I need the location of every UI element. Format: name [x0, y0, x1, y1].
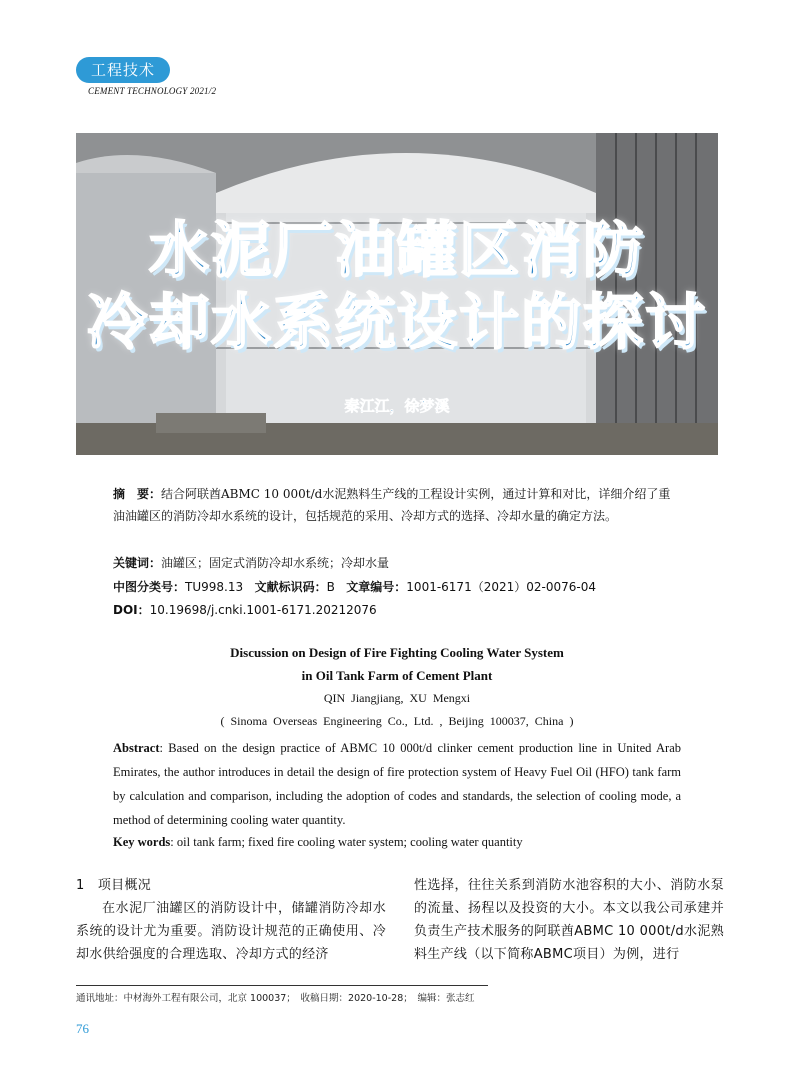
- hero-authors: 秦江江，徐梦溪: [344, 397, 450, 415]
- english-abstract-label: Abstract: [113, 741, 160, 755]
- body-paragraph-left: 在水泥厂油罐区的消防设计中，储罐消防冷却水系统的设计尤为重要。消防设计规范的正确使用、冷却水供给强度的合理选取、冷却方式的经济: [76, 901, 386, 962]
- keywords-cn: [113, 552, 713, 574]
- english-affiliation: ( Sinoma Overseas Engineering Co., Ltd. , Beijing 100037, China ): [220, 714, 574, 728]
- journal-header: CEMENT TECHNOLOGY 2021/2: [88, 86, 217, 96]
- body-right-column: [414, 874, 724, 966]
- english-abstract: [113, 736, 681, 832]
- footnote: 通讯地址：中材海外工程有限公司，北京 100037； 收稿日期：2020-10-28； 编辑：张志红: [76, 993, 475, 1004]
- keywords-label: 关键词：: [113, 556, 162, 570]
- clc-label: 中图分类号：: [113, 580, 186, 594]
- english-authors: QIN Jiangjiang, XU Mengxi: [323, 691, 471, 705]
- english-title-line1: Discussion on Design of Fire Fighting Cooling Water System: [230, 645, 564, 660]
- page-number: 76: [76, 1021, 89, 1036]
- english-abstract-text: : Based on the design practice of ABMC 10 000t/d clinker cement production line in United Arab Emirates, the author introduces in detail the design of fire protection system of Heavy Fuel Oil (HFO) tank farm by calculation and comparison, including the adoption of codes and standards, the selection of cooling mode, a method of determining cooling water quantity.: [113, 741, 681, 827]
- footnote-divider: [76, 985, 488, 986]
- hero-image: [76, 133, 718, 455]
- doc-code-value: B: [326, 580, 335, 594]
- body-paragraph-right: 性选择，往往关系到消防水池容积的大小、消防水泵的流量、扬程以及投资的大小。本文以我公司承建并负责生产技术服务的阿联酋ABMC 10 000t/d水泥熟料生产线（以下简称ABMC项目）为例，进行: [414, 878, 724, 962]
- keywords-text: 油罐区；固定式消防冷却水系统；冷却水量: [161, 556, 390, 570]
- article-no-value: 1001-6171（2021）02-0076-04: [406, 580, 596, 594]
- abstract-cn: [113, 483, 679, 527]
- classification-line: [113, 576, 713, 598]
- hero-title-line1: 水泥厂油罐区消防: [149, 216, 645, 286]
- section-heading: 1 项目概况: [76, 878, 152, 893]
- doi-label: DOI：: [113, 603, 150, 617]
- abstract-label: 摘 要：: [113, 487, 162, 501]
- clc-value: TU998.13: [185, 580, 244, 594]
- hero-title-line2: 冷却水系统设计的探讨: [87, 288, 707, 358]
- body-left-column: [76, 874, 386, 966]
- doi-value: 10.19698/j.cnki.1001-6171.20212076: [149, 603, 377, 617]
- english-title-line2: in Oil Tank Farm of Cement Plant: [301, 668, 493, 683]
- section-tag: 工程技术: [76, 57, 170, 83]
- doi-line: [113, 599, 713, 621]
- english-keywords-text: : oil tank farm; fixed fire cooling water system; cooling water quantity: [170, 835, 523, 849]
- doc-code-label: 文献标识码：: [254, 580, 327, 594]
- english-keywords-label: Key words: [113, 835, 171, 849]
- english-keywords: [113, 830, 681, 854]
- article-no-label: 文章编号：: [346, 580, 407, 594]
- abstract-text: 结合阿联酋ABMC 10 000t/d水泥熟料生产线的工程设计实例，通过计算和对比，详细介绍了重油油罐区的消防冷却水系统的设计，包括规范的采用、冷却方式的选择、冷却水量的确定方法。: [113, 487, 671, 523]
